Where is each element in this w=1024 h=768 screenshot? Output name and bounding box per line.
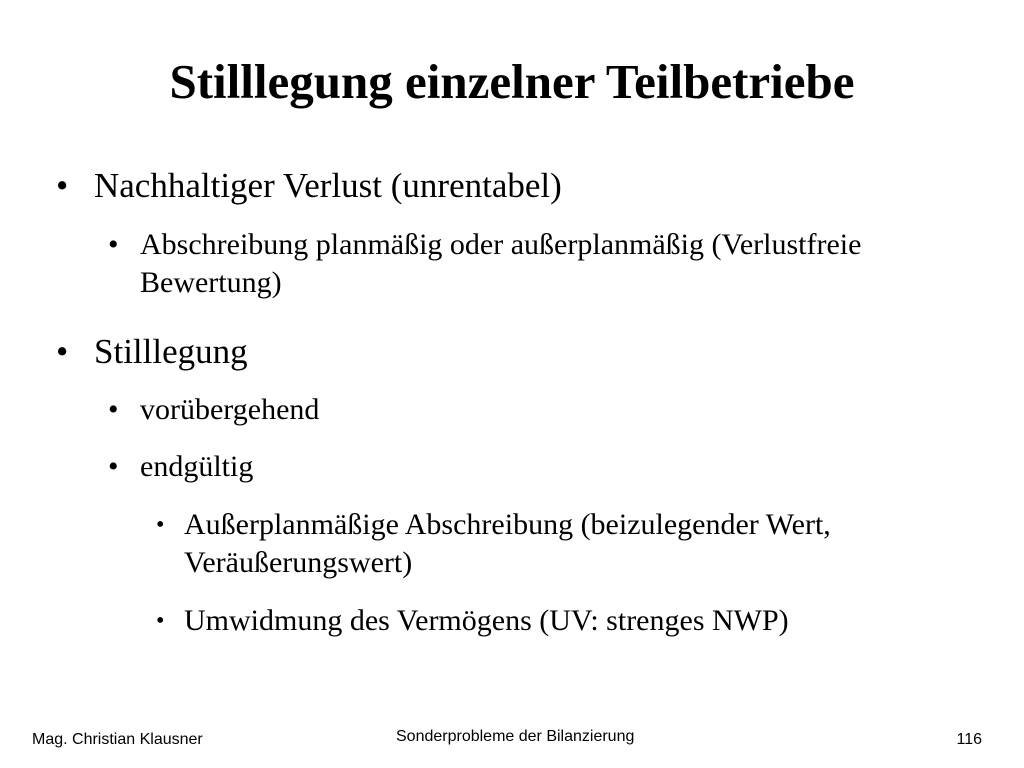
slide-title: Stilllegung einzelner Teilbetriebe xyxy=(169,54,855,109)
bullet-marker: • xyxy=(108,228,119,261)
bullet-text: Abschreibung planmäßig oder außerplanmäßig (Verlustfreie Bewertung) xyxy=(140,228,862,299)
bullet-text: vorübergehend xyxy=(140,393,320,426)
bullet-text: Nachhaltiger Verlust (unrentabel) xyxy=(94,166,562,205)
bullet-text: Außerplanmäßige Abschreibung (beizulegender Wert, Veräußerungswert) xyxy=(184,508,831,579)
bullet-text: Stilllegung xyxy=(94,332,248,371)
footer-author: Mag. Christian Klausner xyxy=(32,731,203,748)
bullet-text: endgültig xyxy=(140,450,254,483)
bullet-item-level3 xyxy=(156,506,924,582)
bullet-marker: • xyxy=(108,393,119,426)
bullet-marker: • xyxy=(156,608,165,634)
bullet-marker: • xyxy=(56,332,69,371)
bullet-item-level2 xyxy=(108,391,900,429)
bullet-text: Umwidmung des Vermögens (UV: strenges NWP) xyxy=(184,604,789,637)
bullet-item-level2 xyxy=(108,448,900,486)
bullet-item-level1 xyxy=(56,332,974,372)
bullet-item-level3 xyxy=(156,602,984,640)
bullet-marker: • xyxy=(156,512,165,538)
bullet-item-level1 xyxy=(56,166,974,206)
bullet-marker: • xyxy=(108,450,119,483)
bullet-item-level2 xyxy=(108,226,900,302)
bullet-marker: • xyxy=(56,166,69,205)
footer-page-number: 116 xyxy=(956,731,982,748)
footer-topic: Sonderprobleme der Bilanzierung xyxy=(396,728,635,745)
